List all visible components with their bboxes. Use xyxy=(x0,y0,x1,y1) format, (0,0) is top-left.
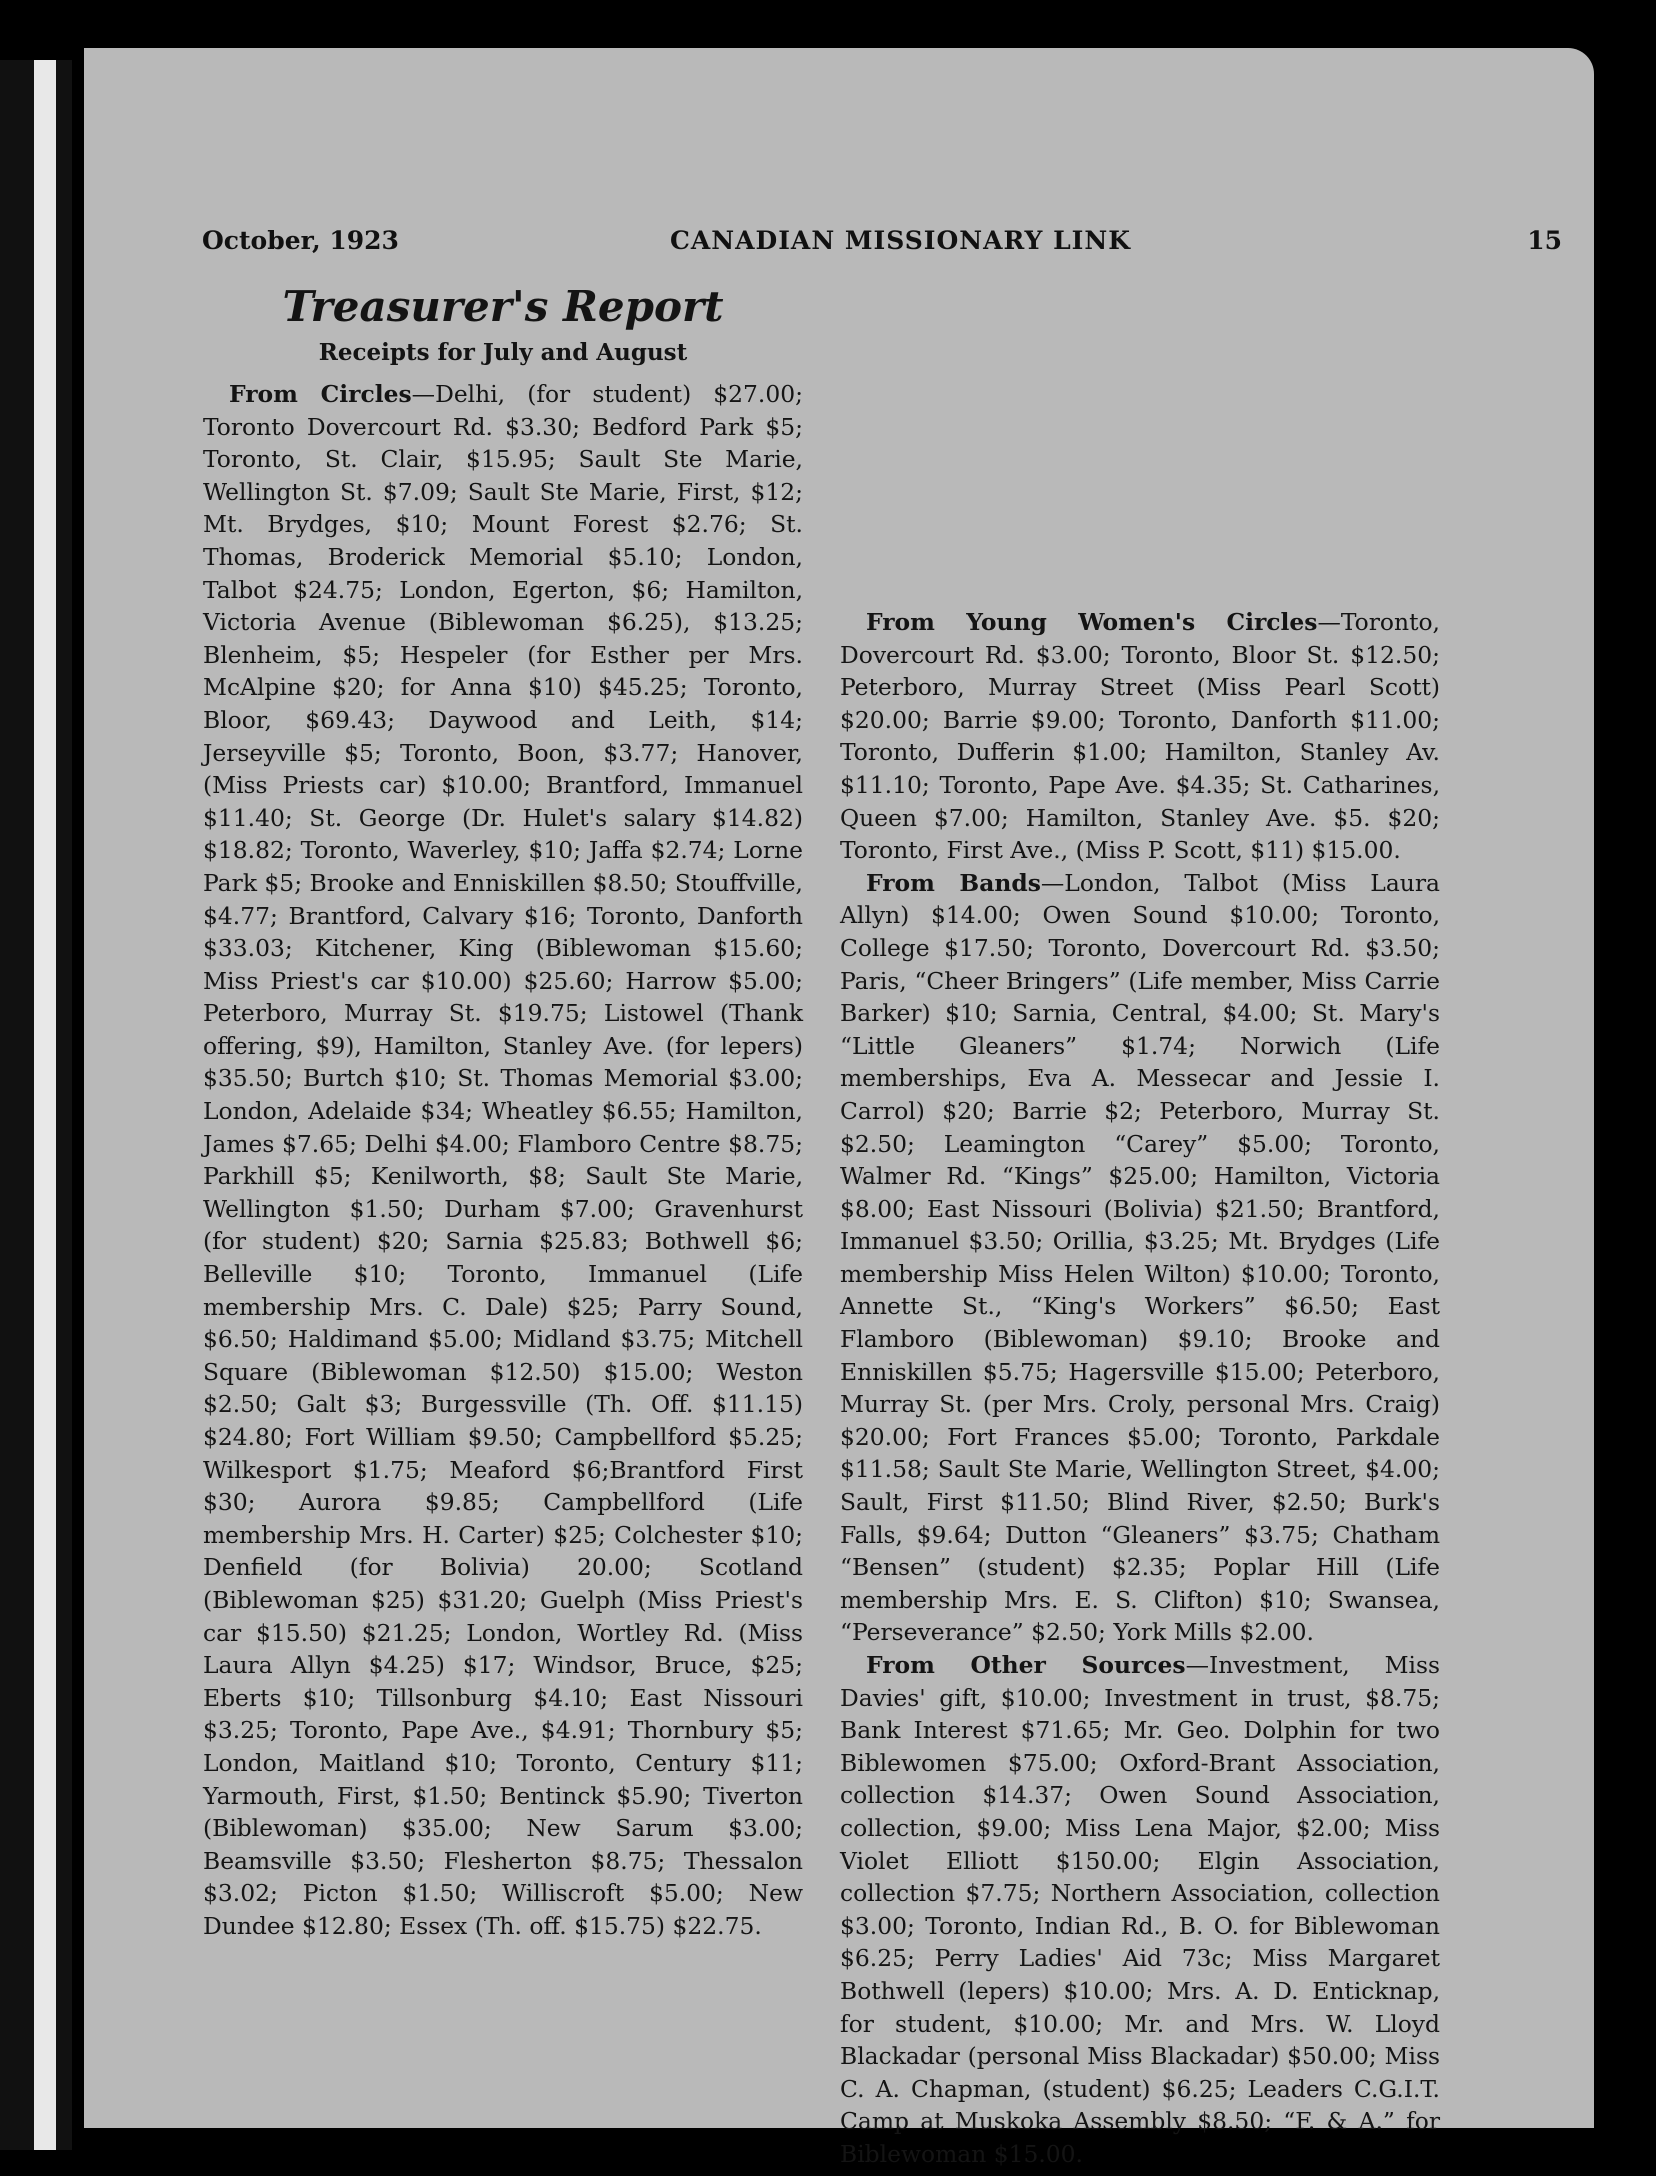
young-womens-circles-heading: From Young Women's Circles xyxy=(866,608,1318,636)
young-womens-circles-text: —Toronto, Dovercourt Rd. $3.00; Toronto, Bloor St. $12.50; Peterboro, Murray Street (Miss Pearl Scott) $20.00; Barrie $9.00; Toronto, Danforth $11.00; Toronto, Dufferin $1.00; Hamilton, Stanley Av. $11.10; Toronto, Pape Ave. $4.35; St. Catharines, Queen $7.00; Hamilton, Stanley Ave. $5. $20; Toronto, First Ave., (Miss P. Scott, $11) $15.00. xyxy=(840,608,1440,865)
document-page xyxy=(84,48,1594,2168)
report-subtitle: Receipts for July and August xyxy=(318,339,688,366)
circles-text: —Delhi, (for student) $27.00; Toronto Dovercourt Rd. $3.30; Bedford Park $5; Toronto, St. Clair, $15.95; Sault Ste Marie, Wellington St. $7.09; Sault Ste Marie, First, $12; Mt. Brydges, $10; Mount Forest $2.76; St. Thomas, Broderick Memorial $5.10; London, Talbot $24.75; London, Egerton, $6; Hamilton, Victoria Avenue (Biblewoman $6.25), $13.25; Blenheim, $5; Hespeler (for Esther per Mrs. McAlpine $20; for Anna $10) $45.25; Toronto, Bloor, $69.43; Daywood and Leith, $14; Jerseyville $5; Toronto, Boon, $3.77; Hanover, (Miss Priests car) $10.00; Brantford, Immanuel $11.40; St. George (Dr. Hulet's salary $14.82) $18.82; Toronto, Waverley, $10; Jaffa $2.74; Lorne Park $5; Brooke and Enniskillen $8.50; Stouffville, $4.77; Brantford, Calvary $16; Toronto, Danforth $33.03; Kitchener, King (Biblewoman $15.60; Miss Priest's car $10.00) $25.60; Harrow $5.00; Peterboro, Murray St. $19.75; Listowel (Thank offering, $9), Hamilton, Stanley Ave. (for lepers) $35.50; Burtch $10; St. Thomas Memorial $3.00; London, Adelaide $34; Wheatley $6.55; Hamilton, James $7.65; Delhi $4.00; Flamboro Centre $8.75; Parkhill $5; Kenilworth, $8; Sault Ste Marie, Wellington $1.50; Durham $7.00; Gravenhurst (for student) $20; Sarnia $25.83; Bothwell $6; Belleville $10; Toronto, Immanuel (Life membership Mrs. C. Dale) $25; Parry Sound, $6.50; Haldimand $5.00; Midland $3.75; Mitchell Square (Biblewoman $12.50) $15.00; Weston $2.50; Galt $3; Burgessville (Th. Off. $11.15) $24.80; Fort William $9.50; Campbellford $5.25; Wilkesport $1.75; Meaford $6;Brantford First $30; Aurora $9.85; Campbellford (Life membership Mrs. H. Carter) $25; Colchester $10; Denfield (for Bolivia) 20.00; Scotland (Biblewoman $25) $31.20; Guelph (Miss Priest's car $15.50) $21.25; London, Wortley Rd. (Miss Laura Allyn $4.25) $17; Windsor, Bruce, $25; Eberts $10; Tillsonburg $4.10; East Nissouri $3.25; Toronto, Pape Ave., $4.91; Thornbury $5; London, Maitland $10; Toronto, Century $11; Yarmouth, First, $1.50; Bentinck $5.90; Tiverton (Biblewoman) $35.00; New Sarum $3.00; Beamsville $3.50; Flesherton $8.75; Thessalon $3.02; Picton $1.50; Williscroft $5.00; New Dundee $12.80; Essex (Th. off. $15.75) $22.75. xyxy=(203,380,803,1940)
left-column xyxy=(203,280,803,1943)
young-womens-circles-paragraph xyxy=(840,606,1440,867)
bands-heading: From Bands xyxy=(866,868,1041,897)
circles-paragraph xyxy=(203,378,803,1943)
publication-title: CANADIAN MISSIONARY LINK xyxy=(670,226,1131,255)
report-title: Treasurer's Report xyxy=(282,282,724,331)
page-spine-edge xyxy=(34,60,56,2150)
other-sources-text: —Investment, Miss Davies' gift, $10.00; Investment in trust, $8.75; Bank Interest $71.65; Mr. Geo. Dolphin for two Biblewomen $75.00; Oxford-Brant Association, collection $14.37; Owen Sound Association, collection, $9.00; Miss Lena Major, $2.00; Miss Violet Elliott $150.00; Elgin Association, collection $7.75; Northern Association, collection $3.00; Toronto, Indian Rd., B. O. for Biblewoman $6.25; Perry Ladies' Aid 73c; Miss Margaret Bothwell (lepers) $10.00; Mrs. A. D. Enticknap, for student, $10.00; Mr. and Mrs. W. Lloyd Blackadar (personal Miss Blackadar) $50.00; Miss C. A. Chapman, (student) $6.25; Leaders C.G.I.T. Camp at Muskoka Assembly $8.50; “F. & A.” for Biblewoman $15.00. xyxy=(840,1651,1441,2168)
other-sources-heading: From Other Sources xyxy=(866,1651,1186,1679)
bands-text: —London, Talbot (Miss Laura Allyn) $14.00; Owen Sound $10.00; Toronto, College $17.50; Toronto, Dovercourt Rd. $3.50; Paris, “Cheer Bringers” (Life member, Miss Carrie Barker) $10; Sarnia, Central, $4.00; St. Mary's “Little Gleaners” $1.74; Norwich (Life memberships, Eva A. Messecar and Jessie I. Carrol) $20; Barrie $2; Peterboro, Murray St. $2.50; Leamington “Carey” $5.00; Toronto, Walmer Rd. “Kings” $25.00; Hamilton, Victoria $8.00; East Nissouri (Bolivia) $21.50; Brantford, Immanuel $3.50; Orillia, $3.25; Mt. Brydges (Life membership Miss Helen Wilton) $10.00; Toronto, Annette St., “King's Workers” $6.50; East Flamboro (Biblewoman) $9.10; Brooke and Enniskillen $5.75; Hagersville $15.00; Peterboro, Murray St. (per Mrs. Croly, personal Mrs. Craig) $20.00; Fort Frances $5.00; Toronto, Parkdale $11.58; Sault Ste Marie, Wellington Street, $4.00; Sault, First $11.50; Blind River, $2.50; Burk's Falls, $9.64; Dutton “Gleaners” $3.75; Chatham “Bensen” (student) $2.35; Poplar Hill (Life membership Mrs. E. S. Clifton) $10; Swansea, “Perseverance” $2.50; York Mills $2.00. xyxy=(840,868,1440,1647)
circles-heading: From Circles xyxy=(229,380,412,408)
right-column xyxy=(840,280,1440,2171)
bands-paragraph xyxy=(840,867,1440,1649)
page-number: 15 xyxy=(1527,226,1562,255)
issue-date: October, 1923 xyxy=(202,226,399,255)
running-header xyxy=(202,226,1562,266)
other-sources-paragraph xyxy=(840,1649,1440,2171)
